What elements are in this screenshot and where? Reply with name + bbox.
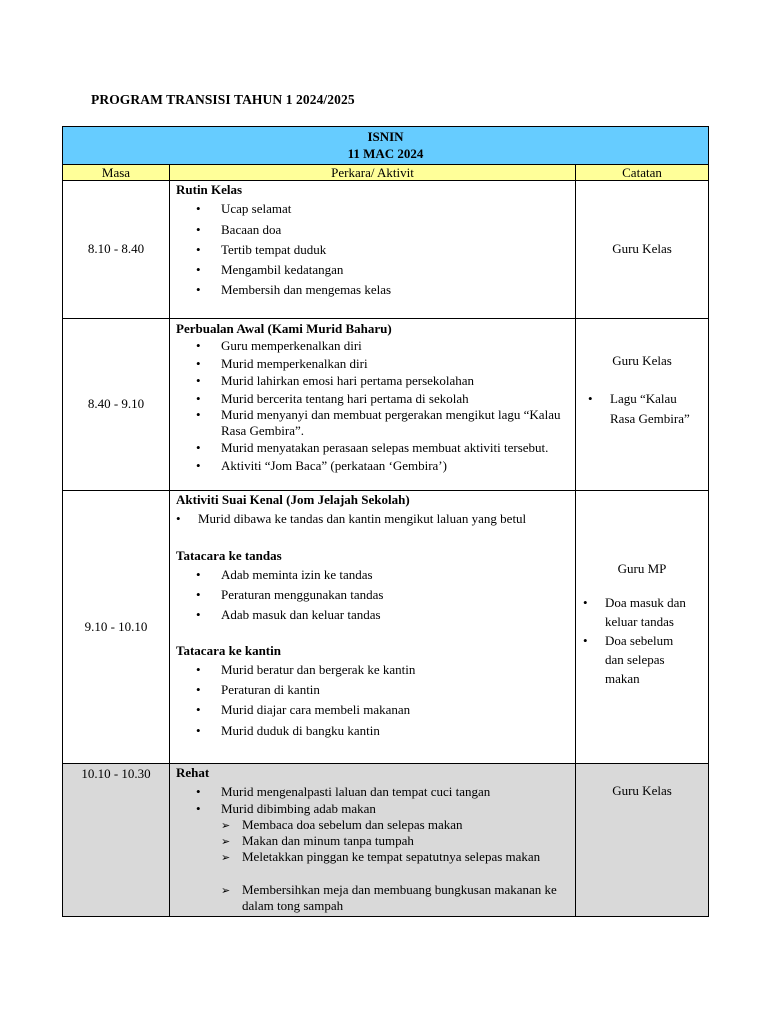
list-item: • Guru memperkenalkan diri	[221, 337, 569, 355]
day-name: ISNIN	[367, 129, 404, 144]
note-label: Guru Kelas	[612, 241, 672, 257]
note-label: Guru Kelas	[612, 353, 672, 368]
note-cell	[576, 491, 709, 764]
list-item: • Peraturan menggunakan tandas	[221, 587, 569, 603]
time-cell: 9.10 - 10.10	[63, 491, 170, 764]
note-label: Guru MP	[617, 561, 667, 576]
list-item: • Murid bercerita tentang hari pertama di sekolah	[221, 390, 569, 408]
list-item: • Murid dibimbing adab makan	[221, 800, 569, 817]
list-item: • Murid diajar cara membeli makanan	[221, 702, 569, 718]
column-header-activity: Perkara/ Aktivit	[170, 165, 576, 181]
intro-list	[176, 511, 569, 527]
list-item: • Murid mengenalpasti laluan dan tempat cuci tangan	[221, 783, 569, 800]
note-cell	[576, 319, 709, 491]
day-date: 11 MAC 2024	[347, 146, 424, 161]
subsection-title-toilet: Tatacara ke tandas	[176, 547, 282, 563]
note-cell	[576, 764, 709, 917]
time-cell: 8.40 - 9.10	[63, 319, 170, 491]
table-row	[63, 319, 709, 491]
toilet-list	[176, 567, 569, 624]
list-item: • Murid duduk di bangku kantin	[221, 723, 569, 739]
activity-cell	[170, 181, 576, 319]
list-item: • Adab masuk dan keluar tandas	[221, 607, 569, 623]
list-item: • Murid menyanyi dan membuat pergerakan mengikut lagu “Kalau Rasa Gembira”.	[221, 407, 569, 439]
day-header	[63, 127, 709, 165]
sub-activity-list	[176, 817, 569, 914]
section-title: Perbualan Awal (Kami Murid Baharu)	[176, 321, 392, 336]
note-list	[576, 593, 708, 688]
list-item: ➢ Membersihkan meja dan membuang bungkusan makanan ke dalam tong sampah	[242, 882, 569, 914]
activity-list	[176, 201, 569, 298]
list-item: • Mengambil kedatangan	[221, 262, 569, 278]
list-item: • Ucap selamat	[221, 201, 569, 217]
note-cell	[576, 181, 709, 319]
list-item: ➢ Membaca doa sebelum dan selepas makan	[242, 817, 569, 833]
activity-list	[176, 783, 569, 817]
column-header-notes: Catatan	[576, 165, 709, 181]
list-item: • Murid dibawa ke tandas dan kantin mengikut laluan yang betul	[198, 511, 569, 527]
time-cell: 10.10 - 10.30	[63, 764, 170, 917]
list-item: ➢ Makan dan minum tanpa tumpah	[242, 833, 569, 849]
section-title: Aktiviti Suai Kenal (Jom Jelajah Sekolah)	[176, 492, 410, 507]
list-item: ➢ Meletakkan pinggan ke tempat sepatutnya selepas makan	[242, 849, 569, 865]
document-title: PROGRAM TRANSISI TAHUN 1 2024/2025	[91, 92, 355, 107]
canteen-list	[176, 662, 569, 739]
note-item: • Doa sebelum dan selepas makan	[605, 631, 708, 688]
list-item: • Bacaan doa	[221, 222, 569, 238]
table-row	[63, 181, 709, 319]
table-row	[63, 491, 709, 764]
activity-cell	[170, 319, 576, 491]
list-item: • Tertib tempat duduk	[221, 242, 569, 258]
list-item: • Murid menyatakan perasaan selepas membuat aktiviti tersebut.	[221, 439, 569, 457]
activity-list	[176, 337, 569, 474]
section-title: Rehat	[176, 765, 210, 780]
column-header-time: Masa	[63, 165, 170, 181]
list-item: • Murid lahirkan emosi hari pertama persekolahan	[221, 372, 569, 390]
note-label: Guru Kelas	[612, 783, 672, 798]
list-item: • Murid memperkenalkan diri	[221, 355, 569, 373]
list-item: • Membersih dan mengemas kelas	[221, 282, 569, 298]
list-item: • Murid beratur dan bergerak ke kantin	[221, 662, 569, 678]
section-title: Rutin Kelas	[176, 182, 243, 197]
list-item: • Aktiviti “Jom Baca” (perkataan ‘Gembira’)	[221, 457, 569, 475]
list-item: • Adab meminta izin ke tandas	[221, 567, 569, 583]
day-header-row	[63, 127, 709, 165]
activity-cell	[170, 764, 576, 917]
column-header-row	[63, 165, 709, 181]
note-item: • Lagu “Kalau Rasa Gembira”	[610, 389, 708, 429]
list-item: • Peraturan di kantin	[221, 682, 569, 698]
time-cell: 8.10 - 8.40	[63, 181, 170, 319]
note-item: • Doa masuk dan keluar tandas	[605, 593, 708, 631]
table-row-break	[63, 764, 709, 917]
activity-cell	[170, 491, 576, 764]
subsection-title-canteen: Tatacara ke kantin	[176, 642, 281, 658]
schedule-table	[62, 126, 709, 917]
note-list	[576, 389, 708, 429]
